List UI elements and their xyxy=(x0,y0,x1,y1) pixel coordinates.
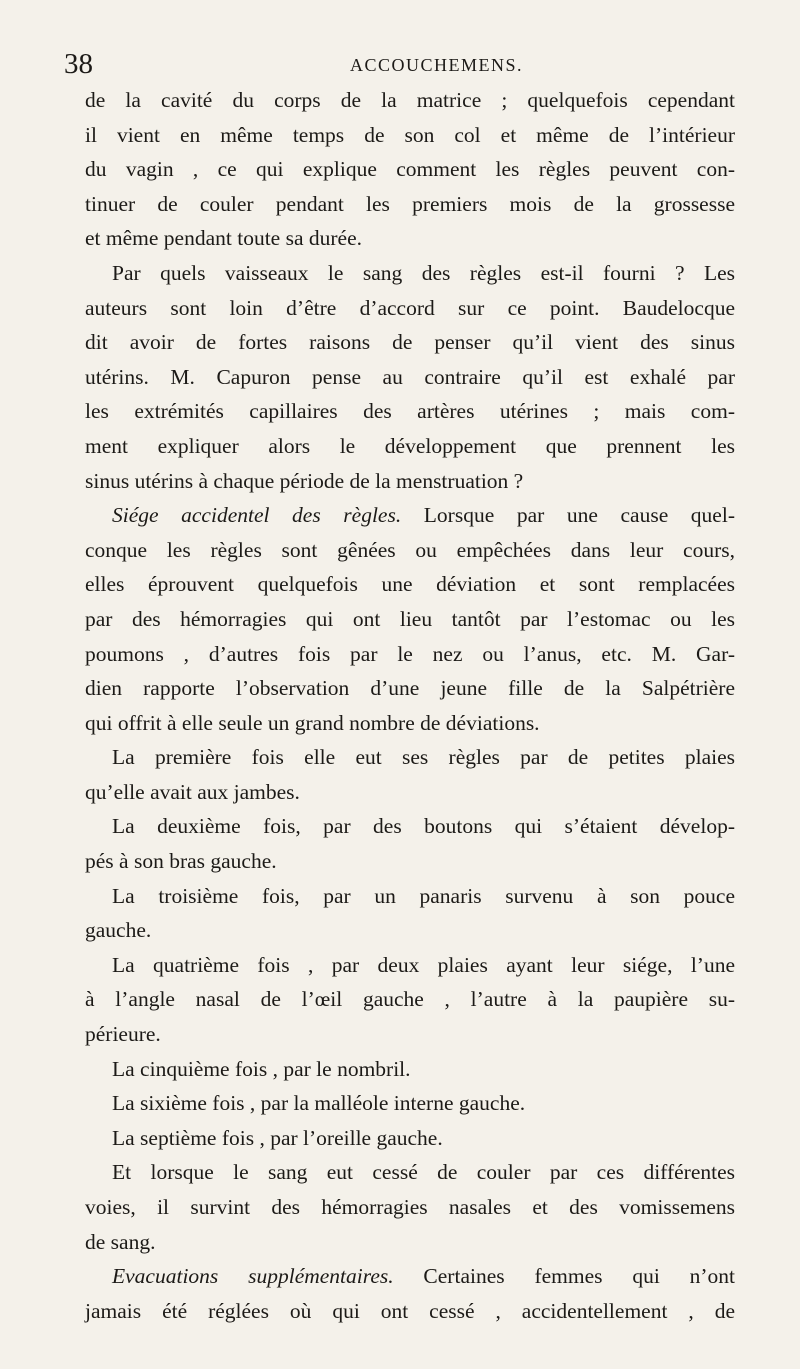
text-line: Siége accidentel des règles. Lorsque par une cause quel- xyxy=(112,503,735,528)
text-line: auteurs sont loin d’être d’accord sur ce point. Baudelocque xyxy=(85,295,735,320)
text-line: par des hémorragies qui ont lieu tantôt par l’estomac ou les xyxy=(85,606,735,631)
text-line: Et lorsque le sang eut cessé de couler par ces différentes xyxy=(112,1160,735,1185)
text-line: de la cavité du corps de la matrice ; quelquefois cependant xyxy=(85,88,735,112)
running-head: ACCOUCHEMENS. xyxy=(350,55,524,75)
text-line: La deuxième fois, par des boutons qui s’étaient dévelop- xyxy=(112,814,735,839)
text-line: La sixième fois , par la malléole interne gauche. xyxy=(112,1091,526,1116)
text-line: gauche. xyxy=(85,918,152,943)
text-line: et même pendant toute sa durée. xyxy=(85,226,363,251)
text-line: du vagin , ce qui explique comment les règles peuvent con- xyxy=(85,157,735,182)
text-line: à l’angle nasal de l’œil gauche , l’autre à la paupière su- xyxy=(85,987,735,1012)
text-line: les extrémités capillaires des artères utérines ; mais com- xyxy=(85,399,735,424)
text-line: La troisième fois, par un panaris survenu à son pouce xyxy=(112,883,735,908)
page-number: 38 xyxy=(64,48,93,80)
text-line: La première fois elle eut ses règles par de petites plaies xyxy=(112,745,735,770)
text-line: Par quels vaisseaux le sang des règles est-il fourni ? Les xyxy=(112,260,735,285)
text-line: utérins. M. Capuron pense au contraire qu’il est exhalé par xyxy=(85,364,735,389)
text-line: périeure. xyxy=(85,1022,161,1047)
text-line: qui offrit à elle seule un grand nombre de déviations. xyxy=(85,710,540,735)
text-line: qu’elle avait aux jambes. xyxy=(85,779,300,804)
text-line: dit avoir de fortes raisons de penser qu’il vient des sinus xyxy=(85,330,735,355)
text-line: La quatrième fois , par deux plaies ayant leur siége, l’une xyxy=(112,952,735,977)
text-line: ment expliquer alors le développement que prennent les xyxy=(85,433,735,458)
text-line: il vient en même temps de son col et même de l’intérieur xyxy=(85,122,735,147)
text-line: tinuer de couler pendant les premiers mois de la grossesse xyxy=(85,191,735,216)
body-text xyxy=(85,83,735,1328)
text-line: sinus utérins à chaque période de la menstruation ? xyxy=(85,468,524,493)
text-line: conque les règles sont gênées ou empêchées dans leur cours, xyxy=(85,537,735,562)
text-line: La septième fois , par l’oreille gauche. xyxy=(112,1125,443,1150)
text-line: elles éprouvent quelquefois une déviation et sont remplacées xyxy=(85,572,735,597)
text-line: poumons , d’autres fois par le nez ou l’anus, etc. M. Gar- xyxy=(85,641,735,666)
text-line: Evacuations supplémentaires. Certaines femmes qui n’ont xyxy=(112,1264,735,1289)
text-line: dien rapporte l’observation d’une jeune fille de la Salpétrière xyxy=(85,676,735,701)
text-line: La cinquième fois , par le nombril. xyxy=(112,1056,411,1081)
text-line: voies, il survint des hémorragies nasales et des vomissemens xyxy=(85,1195,735,1219)
text-line: de sang. xyxy=(85,1229,156,1254)
text-line: jamais été réglées où qui ont cessé , accidentellement , de xyxy=(85,1298,735,1323)
text-line: pés à son bras gauche. xyxy=(85,849,277,874)
page-header xyxy=(64,44,744,84)
